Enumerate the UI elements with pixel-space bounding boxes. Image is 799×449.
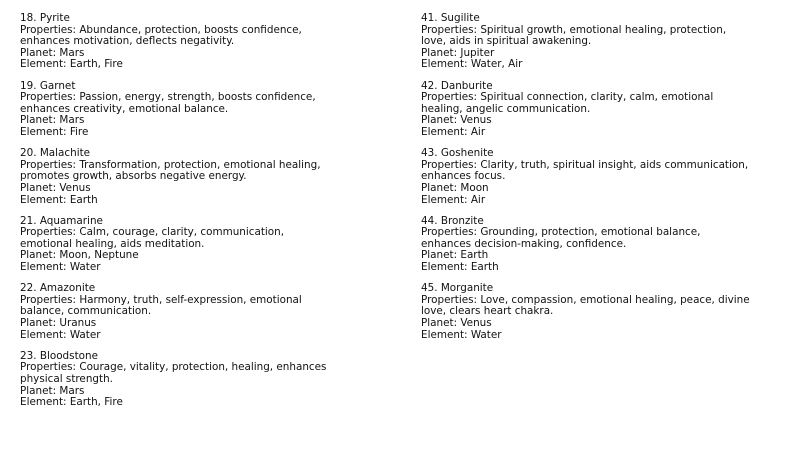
entry-planet: Planet: Jupiter [421, 46, 495, 59]
entry-properties-continued: balance, communication. [20, 305, 152, 318]
entry-planet: Planet: Venus [421, 114, 492, 127]
entry-title: 20. Malachite [20, 147, 91, 160]
crystal-entry-amazonite [20, 283, 365, 341]
entry-title: 43. Goshenite [421, 147, 494, 160]
left-column [20, 13, 365, 418]
entry-title: 41. Sugilite [421, 12, 480, 24]
crystal-entry-bloodstone [20, 351, 365, 409]
entry-element: Element: Earth [20, 193, 98, 206]
entry-properties: Properties: Love, compassion, emotional healing, peace, divine [421, 293, 750, 306]
entry-properties-continued: healing, angelic communication. [421, 102, 591, 115]
crystal-entry-goshenite [421, 148, 771, 206]
entry-properties-continued: promotes growth, absorbs negative energy. [20, 170, 247, 183]
entry-element: Element: Water [20, 328, 101, 341]
entry-properties: Properties: Passion, energy, strength, boosts confidence, [20, 91, 316, 104]
entry-planet: Planet: Venus [20, 181, 91, 194]
entry-planet: Planet: Uranus [20, 317, 97, 330]
entry-properties-continued: enhances focus. [421, 170, 506, 183]
entry-element: Element: Water [20, 261, 101, 274]
crystal-entry-aquamarine [20, 216, 365, 274]
entry-title: 21. Aquamarine [20, 214, 103, 227]
entry-planet: Planet: Moon [421, 181, 489, 194]
entry-properties: Properties: Spiritual connection, clarity, calm, emotional [421, 91, 714, 104]
entry-planet: Planet: Venus [421, 317, 492, 330]
entry-properties: Properties: Courage, vitality, protection, healing, enhances [20, 361, 327, 374]
crystal-entry-malachite [20, 148, 365, 206]
entry-element: Element: Air [421, 125, 486, 138]
entry-element: Element: Earth, Fire [20, 396, 123, 409]
entry-planet: Planet: Earth [421, 249, 489, 262]
entry-properties-continued: enhances decision-making, confidence. [421, 237, 627, 250]
entry-element: Element: Water [421, 328, 502, 341]
crystal-entry-danburite [421, 81, 771, 139]
entry-properties: Properties: Calm, courage, clarity, communication, [20, 226, 285, 239]
entry-properties-continued: physical strength. [20, 373, 113, 385]
crystal-entry-sugilite [421, 13, 771, 71]
entry-properties-continued: love, aids in spiritual awakening. [421, 35, 592, 48]
entry-title: 18. Pyrite [20, 12, 70, 24]
entry-planet: Planet: Mars [20, 384, 85, 397]
entry-element: Element: Air [421, 193, 486, 206]
crystal-entry-garnet [20, 81, 365, 139]
crystal-entry-pyrite [20, 13, 365, 71]
entry-element: Element: Fire [20, 125, 89, 138]
entry-title: 23. Bloodstone [20, 349, 98, 362]
entry-element: Element: Water, Air [421, 58, 523, 71]
entry-properties: Properties: Abundance, protection, boosts confidence, [20, 23, 302, 36]
entry-title: 45. Morganite [421, 282, 494, 295]
entry-properties: Properties: Spiritual growth, emotional healing, protection, [421, 23, 727, 36]
entry-properties: Properties: Clarity, truth, spiritual insight, aids communication, [421, 158, 749, 171]
entry-properties-continued: emotional healing, aids meditation. [20, 237, 205, 250]
crystal-entry-morganite [421, 283, 771, 341]
entry-properties: Properties: Grounding, protection, emotional balance, [421, 226, 701, 239]
entry-properties-continued: enhances creativity, emotional balance. [20, 102, 229, 115]
entry-title: 44. Bronzite [421, 214, 484, 227]
entry-planet: Planet: Mars [20, 114, 85, 127]
entry-properties-continued: love, clears heart chakra. [421, 305, 554, 318]
entry-element: Element: Earth, Fire [20, 58, 123, 71]
entry-properties: Properties: Harmony, truth, self-expression, emotional [20, 293, 302, 306]
entry-planet: Planet: Moon, Neptune [20, 249, 139, 262]
entry-properties-continued: enhances motivation, deflects negativity. [20, 35, 235, 48]
entry-title: 19. Garnet [20, 79, 76, 92]
entry-planet: Planet: Mars [20, 46, 85, 59]
entry-title: 22. Amazonite [20, 282, 96, 295]
crystal-entry-bronzite [421, 216, 771, 274]
entry-title: 42. Danburite [421, 79, 493, 92]
entry-properties: Properties: Transformation, protection, emotional healing, [20, 158, 321, 171]
entry-element: Element: Earth [421, 261, 499, 274]
right-column [421, 13, 771, 351]
